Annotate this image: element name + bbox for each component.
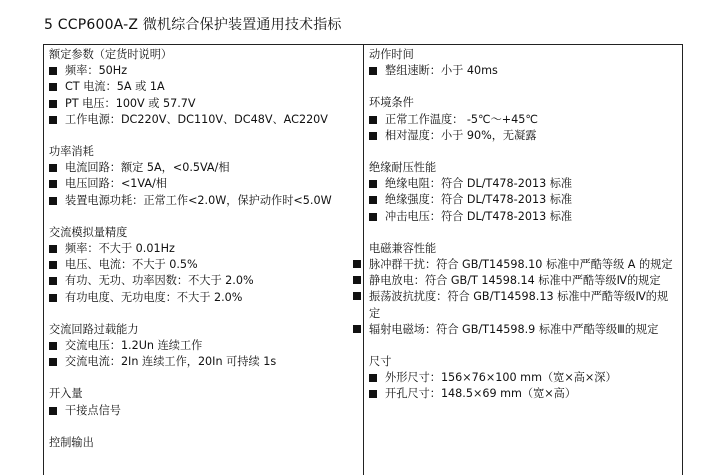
spec-item-text: 脉冲群干扰：符合 GB/T14598.10 标准中严酷等级 A 的规定 (369, 258, 673, 272)
square-bullet-icon (49, 277, 57, 285)
spec-item (369, 192, 678, 208)
square-bullet-icon (369, 374, 377, 382)
spec-section (49, 47, 359, 128)
spec-section (49, 225, 359, 306)
spec-item (369, 112, 678, 128)
section-title: 功率消耗 (49, 145, 94, 159)
section-title: 环境条件 (369, 96, 414, 110)
spec-item-text: 有功、无功、功率因数：不大于 2.0% (65, 274, 254, 288)
spec-item-text: 振荡波抗扰度：符合 GB/T14598.13 标准中严酷等级Ⅳ的规定 (369, 290, 669, 320)
section-title: 额定参数（定货时说明） (49, 48, 173, 61)
spec-item (49, 63, 359, 79)
square-bullet-icon (369, 67, 377, 75)
spec-section (49, 322, 359, 371)
spec-item-text: CT 电流：5A 或 1A (65, 80, 165, 94)
square-bullet-icon (49, 164, 57, 172)
square-bullet-icon (353, 260, 361, 268)
spec-column-left (44, 45, 364, 475)
spec-item-text: 绝缘强度：符合 DL/T478-2013 标准 (385, 193, 573, 207)
spec-item-text: 干接点信号 (65, 403, 121, 417)
square-bullet-icon (369, 213, 377, 221)
spec-item-text: 电压、电流：不大于 0.5% (65, 258, 198, 272)
spec-item (369, 289, 678, 321)
spec-item-text: 辐射电磁场：符合 GB/T14598.9 标准中严酷等级Ⅲ的规定 (369, 322, 659, 336)
spec-item (49, 112, 359, 128)
spec-section (369, 354, 678, 403)
square-bullet-icon (369, 116, 377, 124)
page-title: 5 CCP600A-Z 微机综合保护装置通用技术指标 (44, 17, 342, 33)
square-bullet-icon (49, 180, 57, 188)
spec-item (49, 257, 359, 273)
section-title: 电磁兼容性能 (369, 241, 437, 255)
spec-item (49, 96, 359, 112)
spec-item-text: 外形尺寸：156×76×100 mm（宽×高×深） (385, 371, 617, 385)
spec-item-text: 频率：50Hz (65, 64, 128, 78)
spec-item-text: 交流电压：1.2Un 连续工作 (65, 339, 203, 353)
spec-item-text: 有功电度、无功电度：不大于 2.0% (65, 290, 243, 304)
spec-section (49, 144, 359, 209)
square-bullet-icon (369, 390, 377, 398)
spec-item (369, 209, 678, 225)
spec-item-text: 频率：不大于 0.01Hz (65, 242, 175, 256)
spec-item (49, 338, 359, 354)
spec-item (49, 273, 359, 289)
square-bullet-icon (369, 180, 377, 188)
spec-item (49, 193, 359, 209)
spec-item-text: 绝缘电阻：符合 DL/T478-2013 标准 (385, 177, 573, 191)
square-bullet-icon (353, 325, 361, 333)
square-bullet-icon (49, 197, 57, 205)
section-title: 交流回路过载能力 (49, 322, 139, 336)
spec-item-text: 装置电源功耗：正常工作<2.0W，保护动作时<5.0W (65, 193, 332, 207)
spec-item-text: 整组速断：小于 40ms (385, 64, 498, 78)
spec-item-text: 工作电源：DC220V、DC110V、DC48V、AC220V (65, 112, 328, 126)
section-title: 尺寸 (369, 355, 392, 369)
spec-item (49, 79, 359, 95)
square-bullet-icon (353, 276, 361, 284)
spec-item-text: 冲击电压：符合 DL/T478-2013 标准 (385, 209, 573, 223)
square-bullet-icon (49, 407, 57, 415)
spec-item (369, 322, 678, 338)
square-bullet-icon (49, 116, 57, 124)
spec-section (369, 241, 678, 338)
spec-item (49, 354, 359, 370)
spec-item (369, 128, 678, 144)
spec-item (369, 386, 678, 402)
spec-item (369, 273, 678, 289)
spec-item-text: 静电放电：符合 GB/T 14598.14 标准中严酷等级Ⅳ的规定 (369, 274, 661, 288)
spec-item-text: 相对湿度：小于 90%，无凝露 (385, 128, 537, 142)
section-title: 开入量 (49, 387, 83, 401)
spec-section (369, 95, 678, 144)
spec-item (369, 257, 678, 273)
spec-item-text: 电流回路：额定 5A，<0.5VA/相 (65, 161, 230, 175)
spec-item (49, 241, 359, 257)
spec-item-text: 交流电流：2In 连续工作，20In 可持续 1s (65, 355, 277, 369)
square-bullet-icon (49, 245, 57, 253)
spec-item (369, 176, 678, 192)
spec-item-text: PT 电压：100V 或 57.7V (65, 96, 196, 110)
spec-item (49, 160, 359, 176)
spec-section (369, 47, 678, 79)
square-bullet-icon (49, 83, 57, 91)
square-bullet-icon (49, 294, 57, 302)
square-bullet-icon (49, 261, 57, 269)
section-title: 控制输出 (49, 435, 94, 449)
spec-item (49, 290, 359, 306)
spec-column-right (364, 45, 682, 475)
spec-item-text: 电压回路：<1VA/相 (65, 177, 167, 191)
square-bullet-icon (49, 67, 57, 75)
spec-item-text: 开孔尺寸：148.5×69 mm（宽×高） (385, 387, 577, 401)
section-title: 动作时间 (369, 48, 414, 61)
spec-item (369, 63, 678, 79)
spec-item (49, 176, 359, 192)
spec-section (49, 386, 359, 418)
spec-item (369, 370, 678, 386)
square-bullet-icon (49, 342, 57, 350)
square-bullet-icon (353, 292, 361, 300)
spec-section (49, 435, 359, 451)
square-bullet-icon (369, 132, 377, 140)
square-bullet-icon (49, 100, 57, 108)
square-bullet-icon (369, 196, 377, 204)
spec-section (369, 160, 678, 225)
spec-item (49, 403, 359, 419)
spec-item-text: 正常工作温度： -5℃～+45℃ (385, 112, 538, 126)
section-title: 绝缘耐压性能 (369, 161, 437, 175)
spec-table (43, 44, 683, 475)
section-title: 交流模拟量精度 (49, 225, 128, 239)
square-bullet-icon (49, 358, 57, 366)
